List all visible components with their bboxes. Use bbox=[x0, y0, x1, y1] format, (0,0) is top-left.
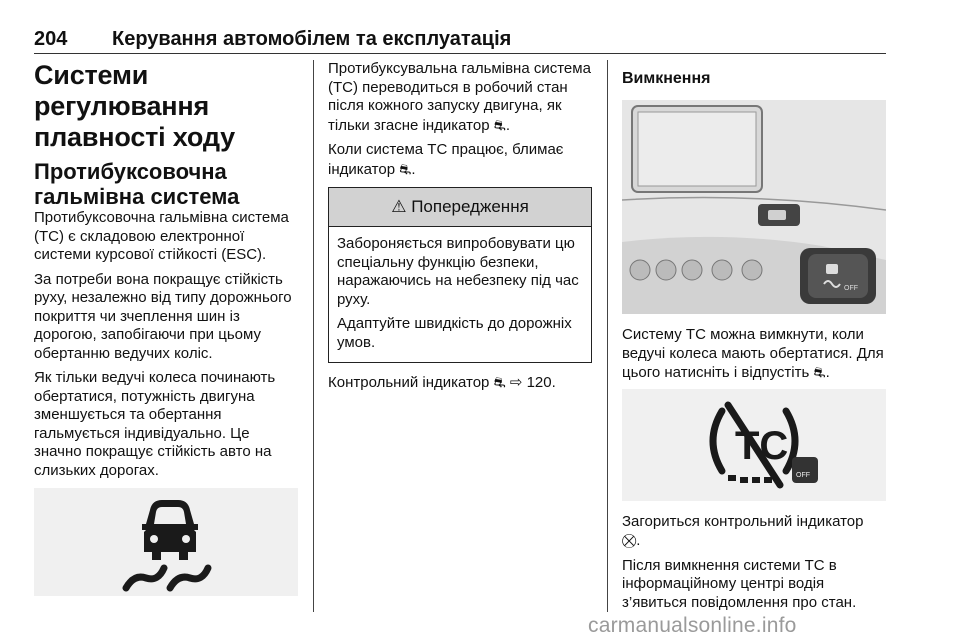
page-reference[interactable]: 120. bbox=[526, 374, 556, 391]
off-label: OFF bbox=[844, 285, 858, 292]
paragraph: Систему TC можна вимкнути, коли ведучі колеса мають обертатися. Для цього натисніть і відпустіть ⛐. bbox=[622, 326, 884, 381]
dashboard-figure bbox=[622, 100, 886, 314]
column-1 bbox=[34, 60, 298, 596]
watermark: carmanualsonline.info bbox=[588, 614, 797, 637]
header-rule bbox=[34, 53, 886, 54]
warning-paragraph: Адаптуйте швидкість до дорожніх умов. bbox=[337, 315, 572, 351]
tc-off-indicator-icon bbox=[622, 389, 886, 501]
warning-body bbox=[329, 227, 591, 362]
paragraph: Коли система TC працює, блимає індикатор ⛐. bbox=[328, 141, 564, 178]
paragraph: За потреби вона покращує стійкість руху, незалежно від типу дорожнього покриття чи зчеплення шин із дорогою, запобігаючи при цьому обертанню ведучих коліс. bbox=[34, 270, 292, 362]
traction-off-button-icon: ⛐ bbox=[813, 364, 826, 380]
paragraph: Протибуксувальна гальмівна система (TC) переводиться в робочий стан після кожного запуску двигуна, як тільки згасне індикатор ⛐. bbox=[328, 60, 591, 134]
paragraph: Протибуксовочна гальмівна система (TC) є складовою електронної системи курсової стійкості (ESC). bbox=[34, 209, 289, 263]
traction-control-indicator-icon: ⛐ bbox=[399, 160, 412, 177]
tc-off-figure bbox=[622, 389, 886, 501]
paragraph: Як тільки ведучі колеса починають обертатися, потужність двигуна зменшується та обертання гальмується індивідуально. Це значно покращує стійкість авто на слизьких дорогах. bbox=[34, 369, 276, 479]
page-header bbox=[34, 28, 886, 54]
page-number: 204 bbox=[34, 28, 68, 50]
tc-off-indicator-icon: ⛒ bbox=[622, 532, 637, 548]
column-divider bbox=[607, 60, 608, 612]
traction-control-figure bbox=[34, 488, 298, 596]
tc-letters: TC bbox=[735, 423, 789, 468]
traction-control-indicator-icon bbox=[34, 488, 298, 596]
reference-arrow-icon: ⇨ bbox=[509, 374, 523, 391]
warning-triangle-icon: ⚠ bbox=[391, 197, 407, 216]
paragraph: Після вимкнення системи TC в інформаційному центрі водія з’явиться повідомлення про стан. bbox=[622, 556, 857, 611]
paragraph: Загориться контрольний індикатор ⛒. bbox=[622, 512, 864, 549]
subsection-heading: Вимкнення bbox=[622, 70, 711, 87]
column-divider bbox=[313, 60, 314, 612]
paragraph: Контрольний індикатор ⛐ ⇨ 120. bbox=[328, 374, 556, 391]
subsection-heading: Протибуксовочна гальмівна система bbox=[34, 159, 240, 209]
chapter-title: Керування автомобілем та експлуатація bbox=[112, 28, 512, 50]
off-label: OFF bbox=[796, 471, 810, 479]
warning-title: Попередження bbox=[411, 197, 529, 216]
dashboard-illustration bbox=[622, 100, 886, 314]
column-2 bbox=[328, 60, 592, 399]
warning-header bbox=[329, 188, 591, 227]
warning-paragraph: Забороняється випробовувати цю спеціальну функцію безпеки, наражаючись на небезпеку під час руху. bbox=[337, 235, 579, 308]
traction-control-indicator-icon: ⛐ bbox=[493, 374, 506, 390]
column-3 bbox=[622, 60, 886, 618]
warning-box bbox=[328, 187, 592, 363]
traction-control-indicator-icon: ⛐ bbox=[493, 116, 506, 133]
section-heading: Системи регулювання плавності ходу bbox=[34, 60, 235, 152]
